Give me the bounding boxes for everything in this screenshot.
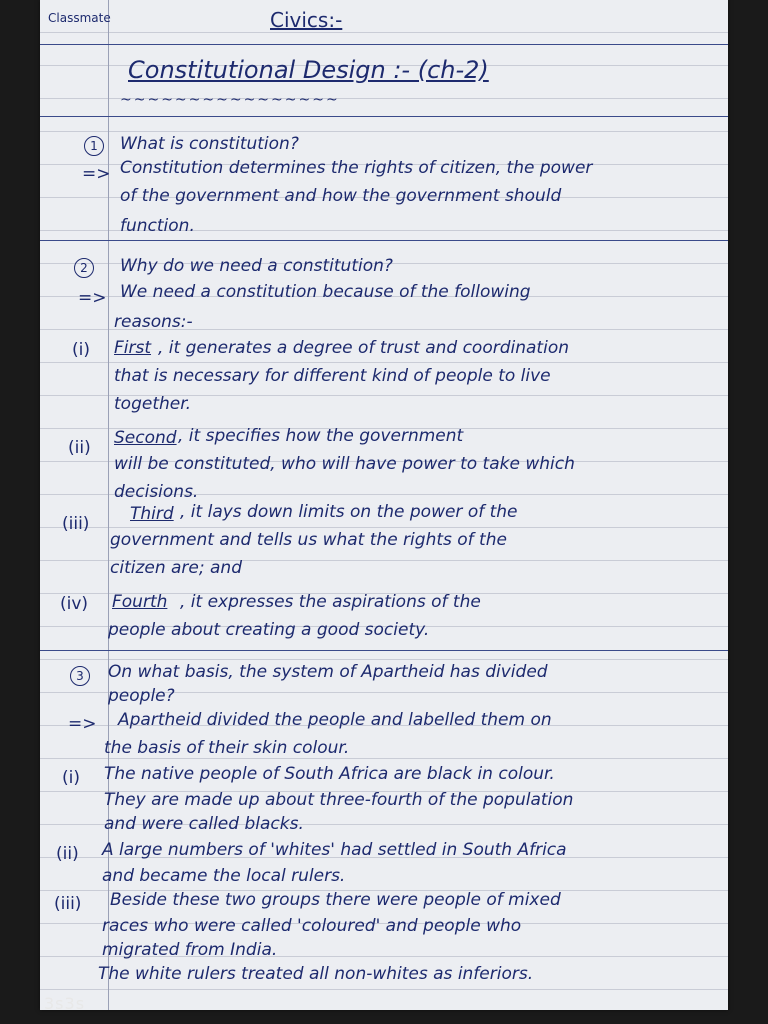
q1-line-1: Constitution determines the rights of citizen, the power <box>120 158 593 178</box>
q2-point-1-line-3: together. <box>114 394 192 414</box>
q2-point-3-line-1: , it lays down limits on the power of the <box>180 502 518 522</box>
q3-point-3-marker: (iii) <box>54 894 82 914</box>
q1-line-3: function. <box>120 216 195 236</box>
q2-intro-1: We need a constitution because of the following <box>120 282 531 302</box>
q2-point-2-marker: (ii) <box>68 438 91 458</box>
title-squiggle: ~~~~~~~~~~~~~~~~ <box>120 92 340 108</box>
q3-point-3-line-3: migrated from India. <box>102 940 278 960</box>
q3-point-3-line-1: Beside these two groups there were people of mixed <box>110 890 561 910</box>
q2-point-3-marker: (iii) <box>62 514 90 534</box>
q2-point-4-marker: (iv) <box>60 594 89 614</box>
q2-point-2-line-2: will be constituted, who will have power to take which <box>114 454 575 474</box>
q1-number: 1 <box>84 136 104 156</box>
q2-point-3-lead: Third <box>130 504 174 524</box>
q3-question-1: On what basis, the system of Apartheid has divided <box>108 662 548 682</box>
q3-point-3-line-2: races who were called 'coloured' and people who <box>102 916 522 936</box>
q1-rule <box>40 240 728 241</box>
q2-number: 2 <box>74 258 94 278</box>
q2-rule <box>40 650 728 651</box>
q3-point-3-line-4: The white rulers treated all non-whites as inferiors. <box>98 964 534 984</box>
q3-number: 3 <box>70 666 90 686</box>
q3-point-1-line-2: They are made up about three-fourth of the population <box>104 790 574 810</box>
q3-point-2-line-2: and became the local rulers. <box>102 866 346 886</box>
q3-intro-1: Apartheid divided the people and labelled them on <box>118 710 552 730</box>
q2-point-1-lead: First <box>114 338 152 358</box>
q3-point-2-line-1: A large numbers of 'whites' had settled in South Africa <box>102 840 567 860</box>
brand-stamp: Classmate <box>48 11 111 25</box>
q3-question-2: people? <box>108 686 175 706</box>
q2-point-4-line-2: people about creating a good society. <box>108 620 430 640</box>
q3-point-1-marker: (i) <box>62 768 80 788</box>
q2-point-2-lead: Second <box>114 428 177 448</box>
q2-point-1-line-1: , it generates a degree of trust and coordination <box>158 338 569 358</box>
q2-point-3-line-2: government and tells us what the rights of the <box>110 530 507 550</box>
q1-question: What is constitution? <box>120 134 299 154</box>
q2-point-4-line-1: , it expresses the aspirations of the <box>180 592 481 612</box>
header-rule <box>40 44 728 45</box>
title-rule <box>40 116 728 117</box>
q3-intro-2: the basis of their skin colour. <box>104 738 350 758</box>
q1-arrow: => <box>82 164 111 184</box>
q2-arrow: => <box>78 288 107 308</box>
q3-point-1-line-3: and were called blacks. <box>104 814 304 834</box>
q2-point-2-line-3: decisions. <box>114 482 199 502</box>
q2-point-4-lead: Fourth <box>112 592 168 612</box>
q2-point-3-line-3: citizen are; and <box>110 558 242 578</box>
page-title: Constitutional Design :- (ch-2) <box>128 56 489 84</box>
q2-intro-2: reasons:- <box>114 312 193 332</box>
q1-line-2: of the government and how the government should <box>120 186 562 206</box>
notebook-page <box>40 0 728 1010</box>
q2-point-1-marker: (i) <box>72 340 90 360</box>
q3-point-1-line-1: The native people of South Africa are black in colour. <box>104 764 555 784</box>
q2-question: Why do we need a constitution? <box>120 256 393 276</box>
q2-point-2-line-1: , it specifies how the government <box>178 426 464 446</box>
q3-point-2-marker: (ii) <box>56 844 79 864</box>
q2-point-1-line-2: that is necessary for different kind of people to live <box>114 366 551 386</box>
q3-arrow: => <box>68 714 97 734</box>
subject-heading: Civics:- <box>270 8 343 32</box>
watermark: 3s3s <box>44 994 86 1013</box>
